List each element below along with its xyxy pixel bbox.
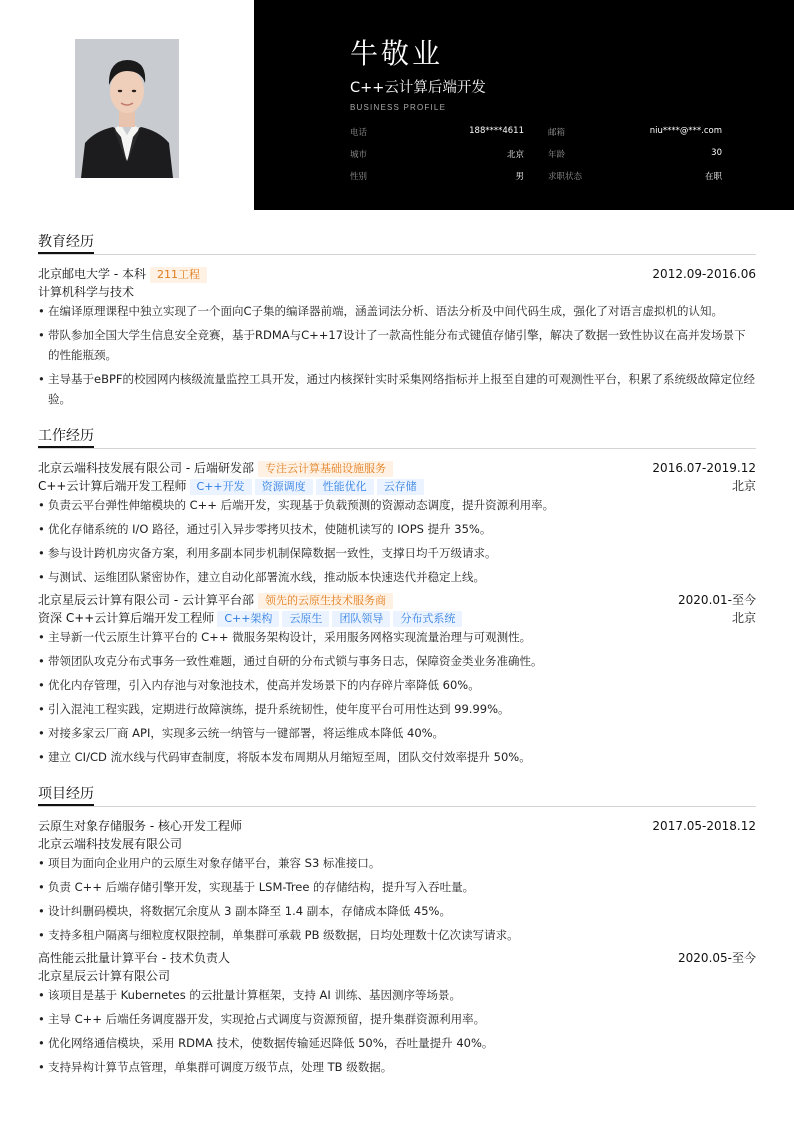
section-title-text: 教育经历 [38, 233, 94, 254]
skill-tag: C++架构 [217, 611, 279, 627]
info-label-gender: 性别 [350, 172, 368, 182]
project-date: 2017.05-2018.12 [652, 819, 756, 833]
section-title [38, 427, 756, 449]
list-item: • 优化内存管理，引入内存池与对象池技术，使高并发场景下的内存碎片率降低 60%。 [38, 675, 756, 695]
info-label-status: 求职状态 [548, 172, 583, 182]
company-tag: 专注云计算基础设施服务 [258, 461, 393, 477]
info-value-gender: 男 [515, 172, 524, 182]
list-item: • 负责云平台弹性伸缩模块的 C++ 后端开发，实现基于负载预测的资源动态调度，提升资源利用率。 [38, 495, 756, 515]
job-bullets [38, 627, 756, 767]
project-company: 北京星辰云计算有限公司 [38, 969, 171, 983]
list-item: • 在编译原理课程中独立实现了一个面向C子集的编译器前端，涵盖词法分析、语法分析及中间代码生成，强化了对语言虚拟机的认知。 [38, 301, 756, 321]
list-item: • 引入混沌工程实践，定期进行故障演练，提升系统韧性，使年度平台可用性达到 99.99%。 [38, 699, 756, 719]
education-section [38, 233, 756, 413]
section-title-text: 工作经历 [38, 427, 94, 448]
role-row [38, 609, 756, 627]
job-date: 2020.01-至今 [678, 593, 756, 607]
list-item: • 支持异构计算节点管理，单集群可调度万级节点，处理 TB 级数据。 [38, 1057, 756, 1077]
project-company-row [38, 835, 756, 853]
info-value-email: niu****@***.com [649, 126, 722, 136]
info-value-city: 北京 [506, 150, 524, 160]
work-section [38, 427, 756, 771]
info-label-city: 城市 [350, 150, 368, 160]
list-item: • 参与设计跨机房灾备方案，利用多副本同步机制保障数据一致性，支撑日均千万级请求。 [38, 543, 756, 563]
skill-tag: 团队领导 [332, 611, 390, 627]
role-row [38, 477, 756, 495]
job-city: 北京 [731, 479, 756, 493]
list-item: • 项目为面向企业用户的云原生对象存储平台，兼容 S3 标准接口。 [38, 853, 756, 873]
section-title [38, 233, 756, 255]
major: 计算机科学与技术 [38, 285, 135, 299]
company-row [38, 459, 756, 477]
school-tag: 211工程 [150, 267, 207, 283]
info-label-phone: 电话 [350, 128, 368, 138]
list-item: • 对接多家云厂商 API，实现多云统一纳管与一键部署，将运维成本降低 40%。 [38, 723, 756, 743]
skill-tag: 云存储 [377, 479, 424, 495]
list-item: • 优化存储系统的 I/O 路径，通过引入异步零拷贝技术，使随机读写的 IOPS 提升 35%。 [38, 519, 756, 539]
role-name: 资深 C++云计算后端开发工程师 [38, 611, 215, 625]
list-item: • 主导 C++ 后端任务调度器开发，实现抢占式调度与资源预留，提升集群资源利用率。 [38, 1009, 756, 1029]
skill-tag: 分布式系统 [393, 611, 462, 627]
info-row [350, 148, 722, 162]
list-item: • 与测试、运维团队紧密协作，建立自动化部署流水线，推动版本快速迭代并稳定上线。 [38, 567, 756, 587]
major-row [38, 283, 756, 301]
job-city: 北京 [731, 611, 756, 625]
info-row [350, 170, 722, 184]
project-bullets [38, 985, 756, 1077]
education-date: 2012.09-2016.06 [652, 267, 756, 281]
company-name: 北京云端科技发展有限公司 - 后端研发部 [38, 461, 254, 475]
info-label-age: 年龄 [548, 150, 566, 160]
project-date: 2020.05-至今 [678, 951, 756, 965]
project-bullets [38, 853, 756, 945]
section-title [38, 785, 756, 807]
profile-photo [75, 39, 179, 178]
info-value-age: 30 [711, 148, 722, 158]
skill-tag: 云原生 [282, 611, 329, 627]
school-name: 北京邮电大学 - 本科 [38, 267, 146, 281]
info-value-phone: 188****4611 [469, 126, 524, 136]
skill-tag: C++开发 [190, 479, 252, 495]
list-item: • 主导新一代云原生计算平台的 C++ 微服务架构设计，采用服务网格实现流量治理与可观测性。 [38, 627, 756, 647]
info-value-status: 在职 [704, 172, 722, 182]
education-bullets [38, 301, 756, 409]
list-item: • 设计纠删码模块，将数据冗余度从 3 副本降至 1.4 副本，存储成本降低 45%。 [38, 901, 756, 921]
role-name: C++云计算后端开发工程师 [38, 479, 187, 493]
project-row [38, 949, 756, 967]
projects-section [38, 785, 756, 1081]
list-item: • 支持多租户隔离与细粒度权限控制，单集群可承载 PB 级数据，日均处理数十亿次读写请求。 [38, 925, 756, 945]
profile-header [254, 0, 794, 210]
project-name: 高性能云批量计算平台 - 技术负责人 [38, 951, 230, 965]
project-name: 云原生对象存储服务 - 核心开发工程师 [38, 819, 242, 833]
section-title-text: 项目经历 [38, 785, 94, 806]
project-company: 北京云端科技发展有限公司 [38, 837, 183, 851]
job-bullets [38, 495, 756, 587]
info-row [350, 126, 722, 140]
project-row [38, 817, 756, 835]
candidate-name: 牛敬业 [350, 37, 444, 70]
list-item: • 建立 CI/CD 流水线与代码审查制度，将版本发布周期从月缩短至周，团队交付效率提升 50%。 [38, 747, 756, 767]
profile-subtitle: BUSINESS PROFILE [350, 103, 447, 112]
list-item: • 负责 C++ 后端存储引擎开发，实现基于 LSM-Tree 的存储结构，提升写入吞吐量。 [38, 877, 756, 897]
company-row [38, 591, 756, 609]
list-item: • 主导基于eBPF的校园网内核级流量监控工具开发，通过内核探针实时采集网络指标并上报至自建的可观测性平台，积累了系统级故障定位经验。 [38, 369, 756, 409]
list-item: • 带领团队攻克分布式事务一致性难题，通过自研的分布式锁与事务日志，保障资金类业务准确性。 [38, 651, 756, 671]
skill-tag: 资源调度 [255, 479, 313, 495]
skill-tag: 性能优化 [316, 479, 374, 495]
project-company-row [38, 967, 756, 985]
company-name: 北京星辰云计算有限公司 - 云计算平台部 [38, 593, 254, 607]
job-date: 2016.07-2019.12 [652, 461, 756, 475]
list-item: • 优化网络通信模块，采用 RDMA 技术，使数据传输延迟降低 50%，吞吐量提升 40%。 [38, 1033, 756, 1053]
school-row [38, 265, 756, 283]
list-item: • 该项目是基于 Kubernetes 的云批量计算框架，支持 AI 训练、基因测序等场景。 [38, 985, 756, 1005]
company-tag: 领先的云原生技术服务商 [258, 593, 393, 609]
info-label-email: 邮箱 [548, 128, 566, 138]
job-title: C++云计算后端开发 [350, 80, 486, 96]
list-item: • 带队参加全国大学生信息安全竞赛，基于RDMA与C++17设计了一款高性能分布式键值存储引擎，解决了数据一致性协议在高并发场景下的性能瓶颈。 [38, 325, 756, 365]
